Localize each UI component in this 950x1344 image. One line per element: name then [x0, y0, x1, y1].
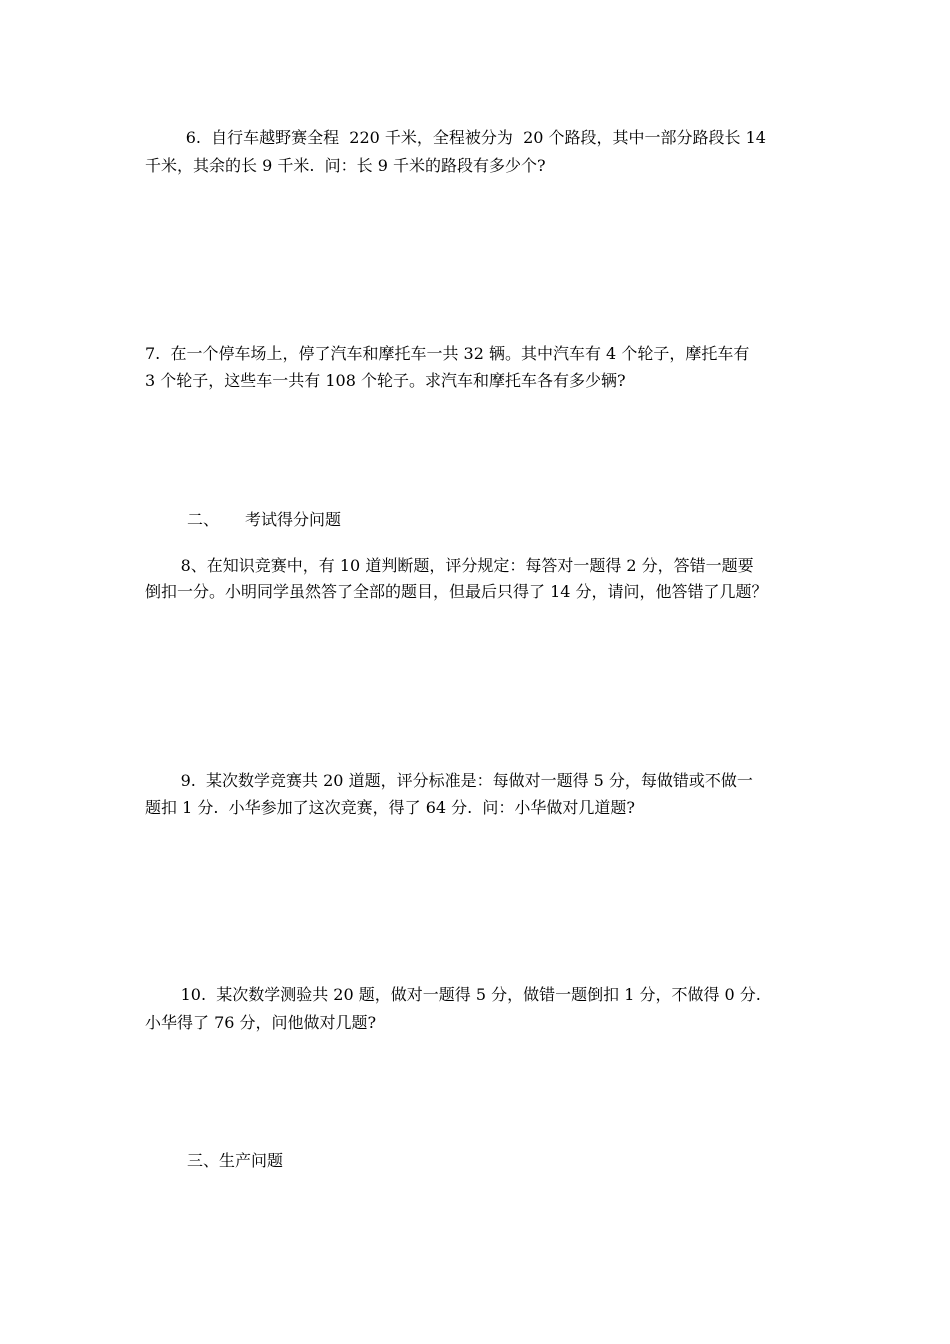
problem-7-line-1: 7. 在一个停车场上，停了汽车和摩托车一共 32 辆。其中汽车有 4 个轮子，摩托车有: [145, 344, 750, 363]
problem-8-line-1: 8、在知识竞赛中，有 10 道判断题，评分规定：每答对一题得 2 分，答错一题要: [145, 556, 754, 575]
section-heading-production: 三、生产问题: [187, 1151, 284, 1170]
problem-7-line-2: 3 个轮子，这些车一共有 108 个轮子。求汽车和摩托车各有多少辆?: [145, 371, 626, 390]
problem-9-line-2: 题扣 1 分. 小华参加了这次竞赛，得了 64 分. 问：小华做对几道题?: [145, 798, 635, 817]
section-heading-number: 二、: [187, 510, 220, 529]
problem-10-line-1: 10. 某次数学测验共 20 题，做对一题得 5 分，做错一题倒扣 1 分，不做得 0 分.: [145, 985, 761, 1004]
problem-9-line-1: 9. 某次数学竞赛共 20 道题，评分标准是：每做对一题得 5 分，每做错或不做一: [145, 771, 753, 790]
section-heading-title: 考试得分问题: [245, 510, 342, 529]
problem-6-line-2: 千米，其余的长 9 千米. 问：长 9 千米的路段有多少个?: [145, 156, 546, 175]
problem-8-line-2: 倒扣一分。小明同学虽然答了全部的题目，但最后只得了 14 分，请问，他答错了几题？: [145, 582, 768, 601]
problem-10-line-2: 小华得了 76 分，问他做对几题?: [145, 1013, 377, 1032]
problem-6-line-1: 6. 自行车越野赛全程 220 千米，全程被分为 20 个路段，其中一部分路段长 14: [145, 128, 766, 147]
